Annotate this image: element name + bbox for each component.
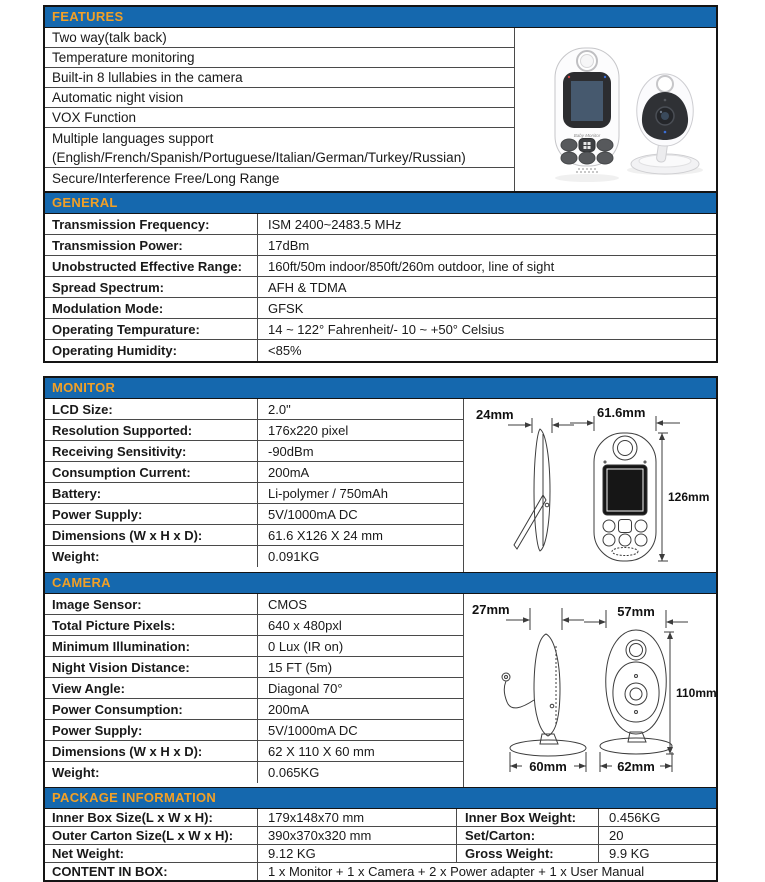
- feature-row: [45, 88, 514, 108]
- spec-value: 61.6 X126 X 24 mm: [268, 527, 383, 543]
- camera-side-base-dim: 60mm: [529, 759, 567, 774]
- spec-value: 640 x 480pxl: [268, 617, 342, 633]
- baby-monitor-photo: [515, 28, 716, 186]
- spec-label: Weight:: [45, 762, 258, 783]
- spec-label: Unobstructed Effective Range:: [45, 256, 258, 276]
- spec-label: Power Supply:: [45, 504, 258, 524]
- spec-value: 160ft/50m indoor/850ft/260m outdoor, line of sight: [268, 258, 555, 274]
- feature-text: Temperature monitoring: [52, 50, 195, 65]
- package-header: [45, 787, 716, 809]
- spec-value: 0.456KG: [609, 810, 661, 825]
- spec-row: [45, 235, 716, 256]
- spec-value: 0 Lux (IR on): [268, 638, 344, 654]
- package-row: [45, 845, 716, 863]
- spec-value: 390x370x320 mm: [258, 827, 457, 844]
- monitor-specs: [45, 399, 463, 572]
- spec-value: Li-polymer / 750mAh: [268, 485, 388, 501]
- spec-label: Consumption Current:: [45, 462, 258, 482]
- spec-value: AFH & TDMA: [268, 279, 347, 295]
- camera-specs: [45, 594, 463, 787]
- features-list: [45, 28, 514, 191]
- feature-text-line2: (English/French/Spanish/Portuguese/Italian/German/Turkey/Russian): [52, 149, 466, 165]
- spec-value: ISM 2400~2483.5 MHz: [268, 216, 402, 232]
- spec-sheet: [43, 5, 718, 882]
- spec-value: 20: [609, 828, 624, 843]
- spec-row: [45, 657, 463, 678]
- spec-value: 17dBm: [268, 237, 310, 253]
- spec-value: 5V/1000mA DC: [268, 722, 358, 738]
- feature-row: [45, 68, 514, 88]
- spec-row: [45, 594, 463, 615]
- camera-header: [45, 572, 716, 594]
- spec-value: Diagonal 70°: [268, 680, 343, 696]
- monitor-title: MONITOR: [52, 380, 116, 395]
- general-header: [45, 193, 716, 214]
- spec-row: [45, 615, 463, 636]
- spec-label: LCD Size:: [45, 399, 258, 419]
- feature-text: VOX Function: [52, 110, 137, 125]
- feature-row: [45, 48, 514, 68]
- feature-row: [45, 128, 514, 168]
- spec-value: 0.091KG: [268, 549, 320, 564]
- feature-text: Two way(talk back): [52, 30, 167, 45]
- camera-front-base-dim: 62mm: [617, 759, 655, 774]
- spec-label: Receiving Sensitivity:: [45, 441, 258, 461]
- spec-label: Total Picture Pixels:: [45, 615, 258, 635]
- camera-height-dim: 110mm: [676, 686, 716, 700]
- feature-text: Automatic night vision: [52, 90, 184, 105]
- spec-label: View Angle:: [45, 678, 258, 698]
- feature-row: [45, 168, 514, 188]
- spec-label: Operating Tempurature:: [45, 319, 258, 339]
- spec-label: Modulation Mode:: [45, 298, 258, 318]
- spec-label: Inner Box Weight:: [457, 809, 599, 826]
- spec-row: [45, 762, 463, 783]
- spec-row: [45, 546, 463, 567]
- spec-label: Transmission Power:: [45, 235, 258, 255]
- spec-value: 9.12 KG: [258, 845, 457, 862]
- camera-dimensions-diagram: [463, 594, 716, 787]
- spec-label: Power Consumption:: [45, 699, 258, 719]
- spec-value: 1 x Monitor + 1 x Camera + 2 x Power adapter + 1 x User Manual: [268, 864, 645, 879]
- feature-row: [45, 108, 514, 128]
- monitor-dimensions-drawing: [464, 399, 716, 567]
- feature-text: Built-in 8 lullabies in the camera: [52, 70, 243, 85]
- spec-label: Outer Carton Size(L x W x H):: [45, 827, 258, 844]
- general-title: GENERAL: [52, 195, 118, 210]
- spec-label: Inner Box Size(L x W x H):: [45, 809, 258, 826]
- monitor-width-dim: 61.6mm: [597, 405, 646, 420]
- monitor-dimensions-diagram: [463, 399, 716, 572]
- feature-text: Secure/Interference Free/Long Range: [52, 170, 280, 186]
- spec-row: [45, 277, 716, 298]
- spec-row: [45, 462, 463, 483]
- spec-value: 200mA: [268, 701, 310, 717]
- monitor-device: [555, 48, 619, 173]
- spec-label: Image Sensor:: [45, 594, 258, 614]
- spec-row: [45, 678, 463, 699]
- spec-value: GFSK: [268, 300, 304, 316]
- package-title: PACKAGE INFORMATION: [52, 790, 217, 805]
- spec-value: 9.9 KG: [609, 846, 650, 861]
- spec-label: Transmission Frequency:: [45, 214, 258, 234]
- spec-row: [45, 741, 463, 762]
- spec-row: [45, 214, 716, 235]
- general-section: [43, 193, 718, 363]
- spec-label: Power Supply:: [45, 720, 258, 740]
- feature-row: [45, 28, 514, 48]
- spec-label: Net Weight:: [45, 845, 258, 862]
- spec-row: [45, 720, 463, 741]
- spec-label: Spread Spectrum:: [45, 277, 258, 297]
- product-photo: [514, 28, 716, 191]
- monitor-brand-label: Baby Monitor: [573, 133, 601, 138]
- spec-row: [45, 298, 716, 319]
- features-title: FEATURES: [52, 9, 124, 24]
- package-row: [45, 809, 716, 827]
- camera-width-dim: 57mm: [617, 604, 655, 619]
- spec-row: [45, 441, 463, 462]
- spec-row: [45, 340, 716, 361]
- camera-depth-dim: 27mm: [472, 602, 510, 617]
- features-header: [45, 7, 716, 28]
- spec-row: [45, 319, 716, 340]
- spec-row: [45, 525, 463, 546]
- spec-label: CONTENT IN BOX:: [45, 863, 258, 880]
- spec-value: CMOS: [268, 596, 307, 612]
- spec-label: Operating Humidity:: [45, 340, 258, 361]
- spec-row: [45, 399, 463, 420]
- spec-label: Dimensions (W x H x D):: [45, 525, 258, 545]
- monitor-depth-dim: 24mm: [476, 407, 514, 422]
- spec-label: Battery:: [45, 483, 258, 503]
- spec-row: [45, 256, 716, 277]
- package-row: [45, 827, 716, 845]
- spec-label: Dimensions (W x H x D):: [45, 741, 258, 761]
- camera-dimensions-drawing: [464, 594, 716, 782]
- spec-value: 14 ~ 122° Fahrenheit/- 10 ~ +50° Celsius: [268, 321, 505, 337]
- spec-row: [45, 699, 463, 720]
- spec-value: 62 X 110 X 60 mm: [268, 743, 375, 759]
- spec-label: Weight:: [45, 546, 258, 567]
- spec-value: 15 FT (5m): [268, 659, 333, 675]
- spec-value: 179x148x70 mm: [258, 809, 457, 826]
- spec-label: Set/Carton:: [457, 827, 599, 844]
- features-section: [43, 5, 718, 193]
- spec-label: Minimum Illumination:: [45, 636, 258, 656]
- spec-label: Night Vision Distance:: [45, 657, 258, 677]
- specs-section: [43, 376, 718, 882]
- camera-title: CAMERA: [52, 575, 111, 590]
- camera-device: [631, 74, 699, 174]
- spec-row: [45, 504, 463, 525]
- spec-row: [45, 483, 463, 504]
- spec-value: -90dBm: [268, 443, 314, 459]
- spec-value: 0.065KG: [268, 765, 320, 780]
- spec-value: 2.0": [268, 401, 291, 417]
- spec-value: <85%: [268, 343, 302, 358]
- spec-value: 176x220 pixel: [268, 422, 349, 438]
- monitor-header: [45, 378, 716, 399]
- spec-row: [45, 636, 463, 657]
- monitor-height-dim: 126mm: [668, 490, 710, 504]
- spec-value: 5V/1000mA DC: [268, 506, 358, 522]
- feature-text: Multiple languages support: [52, 130, 214, 146]
- spec-label: Gross Weight:: [457, 845, 599, 862]
- spec-value: 200mA: [268, 464, 310, 480]
- spec-label: Resolution Supported:: [45, 420, 258, 440]
- spec-row: [45, 420, 463, 441]
